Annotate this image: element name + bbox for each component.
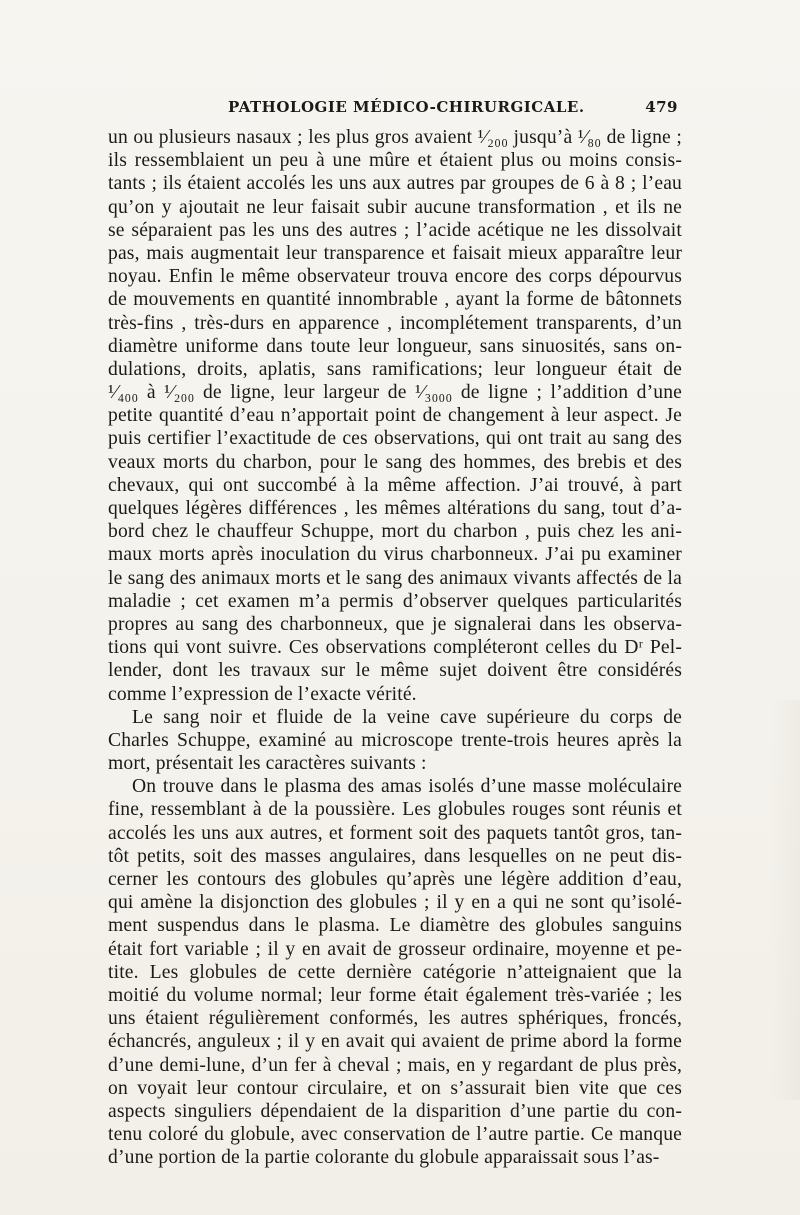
text-line: on voyait leur contour circulaire, et on s’assurait bien vite que ces bbox=[108, 1077, 682, 1099]
text-line: ment suspendus dans le plasma. Le diamètre des globules sanguins bbox=[108, 915, 682, 937]
text-line: maladie ; cet examen m’a permis d’observer quelques particularités bbox=[108, 590, 682, 612]
text-line: le sang des animaux morts et le sang des animaux vivants affectés de la bbox=[108, 567, 682, 589]
text-line: mort, présentait les caractères suivants : bbox=[108, 753, 427, 775]
text-line: comme l’expression de l’exacte vérité. bbox=[108, 683, 417, 705]
text-line: qu’on y ajoutait ne leur faisait subir aucune transformation , et ils ne bbox=[108, 196, 682, 218]
text-line: tôt petits, soit des masses angulaires, dans lesquelles on ne peut dis- bbox=[108, 845, 682, 867]
paragraph bbox=[108, 706, 682, 776]
text-line: ils ressemblaient un peu à une mûre et étaient plus ou moins consis- bbox=[108, 150, 682, 172]
text-line: d’une portion de la partie colorante du globule apparaissait sous l’as- bbox=[108, 1147, 660, 1169]
text-line: lender, dont les travaux sur le même sujet doivent être considérés bbox=[108, 660, 682, 682]
text-line: de mouvements en quantité innombrable , ayant la forme de bâtonnets bbox=[108, 289, 682, 311]
text-line: propres au sang des charbonneux, que je signalerai dans les observa- bbox=[108, 613, 682, 635]
text-line: uns étaient régulièrement conformés, les autres sphériques, froncés, bbox=[108, 1008, 682, 1030]
text-line: Le sang noir et fluide de la veine cave supérieure du corps de bbox=[132, 706, 682, 728]
text-line: tants ; ils étaient accolés les uns aux autres par groupes de 6 à 8 ; l’eau bbox=[108, 173, 682, 195]
running-title: PATHOLOGIE MÉDICO-CHIRURGICALE. bbox=[228, 98, 585, 116]
text-line: était fort variable ; il y en avait de grosseur ordinaire, moyenne et pe- bbox=[108, 938, 682, 960]
page-shadow bbox=[770, 700, 800, 1100]
text-line: se séparaient pas les uns des autres ; l’acide acétique ne les dissolvait bbox=[108, 219, 682, 241]
text-line: échancrés, anguleux ; il y en avait qui avaient de prime abord la forme bbox=[108, 1031, 682, 1053]
text-line: puis certifier l’exactitude de ces observations, qui ont trait au sang des bbox=[108, 428, 682, 450]
text-line: tions qui vont suivre. Ces observations compléteront celles du Dʳ Pel- bbox=[108, 637, 682, 659]
paragraph bbox=[108, 775, 682, 1169]
page-number: 479 bbox=[645, 98, 678, 116]
body-text bbox=[108, 126, 682, 1169]
text-line: d’une demi-lune, d’un fer à cheval ; mais, en y regardant de plus près, bbox=[108, 1054, 682, 1076]
text-line: petite quantité d’eau n’apportait point de changement à leur aspect. Je bbox=[108, 405, 682, 427]
text-line: diamètre uniforme dans toute leur longueur, sans sinuosités, sans on- bbox=[108, 335, 682, 357]
text-line: fine, ressemblant à de la poussière. Les globules rouges sont réunis et bbox=[108, 799, 682, 821]
text-line: veaux morts du charbon, pour le sang des hommes, des brebis et des bbox=[108, 451, 682, 473]
text-line: bord chez le chauffeur Schuppe, mort du charbon , puis chez les ani- bbox=[108, 521, 682, 543]
text-line: On trouve dans le plasma des amas isolés d’une masse moléculaire bbox=[132, 776, 682, 798]
text-line: dulations, droits, aplatis, sans ramifications; leur longueur était de bbox=[108, 358, 682, 380]
text-line: chevaux, qui ont succombé à la même affection. J’ai trouvé, à part bbox=[108, 474, 682, 496]
text-line: tenu coloré du globule, avec conservation de l’autre partie. Ce manque bbox=[108, 1124, 682, 1146]
text-line: noyau. Enfin le même observateur trouva encore des corps dépourvus bbox=[108, 266, 682, 288]
text-line: maux morts après inoculation du virus charbonneux. J’ai pu examiner bbox=[108, 544, 682, 566]
text-line: qui amène la disjonction des globules ; il y en a qui ne sont qu’isolé- bbox=[108, 892, 682, 914]
text-line: aspects singuliers dépendaient de la disparition d’une partie du con- bbox=[108, 1100, 682, 1122]
text-line: tite. Les globules de cette dernière catégorie n’atteignaient que la bbox=[108, 961, 682, 983]
text-line: Charles Schuppe, examiné au microscope trente-trois heures après la bbox=[108, 729, 682, 751]
text-line: moitié du volume normal; leur forme était également très-variée ; les bbox=[108, 984, 682, 1006]
page-header bbox=[108, 98, 678, 120]
text-line: un ou plusieurs nasaux ; les plus gros avaient ¹⁄₂₀₀ jusqu’à ¹⁄₈₀ de ligne ; bbox=[108, 127, 682, 148]
paragraph bbox=[108, 126, 682, 706]
text-line: très-fins , très-durs en apparence , incomplétement transparents, d’un bbox=[108, 312, 682, 334]
text-line: cerner les contours des globules qu’après une légère addition d’eau, bbox=[108, 869, 682, 890]
text-line: quelques légères différences , les mêmes altérations du sang, tout d’a- bbox=[108, 498, 682, 519]
text-line: ¹⁄₄₀₀ à ¹⁄₂₀₀ de ligne, leur largeur de ¹⁄₃₀₀₀ de ligne ; l’addition d’une bbox=[108, 382, 682, 404]
text-line: pas, mais augmentait leur transparence et faisait mieux apparaître leur bbox=[108, 242, 682, 264]
text-line: accolés les uns aux autres, et forment soit des paquets tantôt gros, tan- bbox=[108, 822, 682, 844]
